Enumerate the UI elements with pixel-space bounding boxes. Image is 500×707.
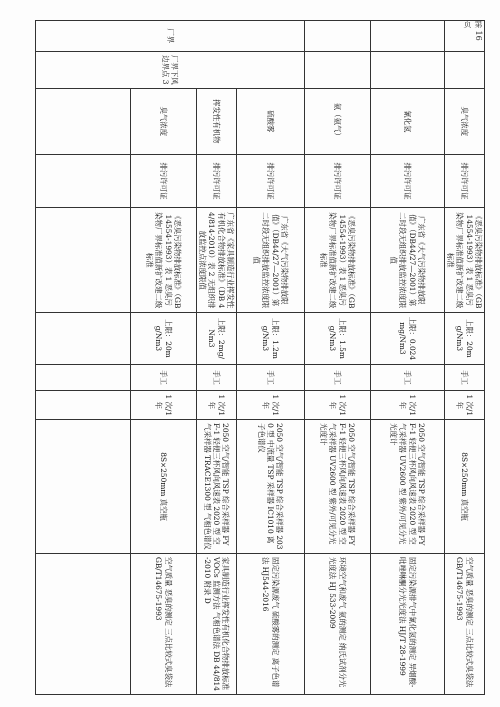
analysis-cell: 空气质量 恶臭的测定 三点比较式臭袋法 GB/T14675-1993 — [131, 553, 197, 694]
table-row — [237, 21, 305, 695]
pollutant-cell: 氨（氨气） — [305, 88, 371, 154]
frequency-cell: 1 次/1 年 — [131, 391, 197, 420]
pollutant-cell: 臭气浓度 — [131, 88, 197, 154]
rotated-table-wrapper — [40, 20, 485, 695]
equipment-cell: 8S×250mm 真空瓶 — [445, 420, 485, 554]
sub-site-cell — [305, 51, 371, 88]
standard-cell: 广东省《家具制造行业挥发性有机化合物排放标准》（DB 44/814-2010）表 2 无组织排放监控点浓度限值 — [197, 208, 237, 313]
limit-cell: 上限：1.2mg/Nm3 — [237, 313, 305, 364]
analysis-cell: 固定污染源废气 硫酸雾的测定 离子色谱法 HJ544-2016 — [237, 553, 305, 694]
standard-cell — [36, 208, 131, 313]
limit-cell: 上限：20mg/Nm3 — [445, 313, 485, 364]
standard-cell: 《恶臭污染物排放标准》（GB 14554-1993）表 1 恶臭污染物厂界标准值新扩改建二级标准 — [131, 208, 197, 313]
sub-site-cell — [445, 51, 485, 88]
permit-cell: 排污许可证 — [197, 154, 237, 208]
pollutant-cell: 挥发性有机物 — [197, 88, 237, 154]
sub-site-cell — [371, 51, 445, 88]
analysis-cell — [36, 553, 131, 694]
method-cell: 手工 — [131, 364, 197, 391]
sub-site-cell: 厂界下风边界点 3 — [36, 51, 305, 88]
permit-cell: 排污许可证 — [131, 154, 197, 208]
table-row — [371, 21, 445, 695]
standard-cell: 《恶臭污染物排放标准》（GB 14554-1993）表 1 恶臭污染物厂界标准值新扩改建二级标准 — [445, 208, 485, 313]
permit-cell: 排污许可证 — [237, 154, 305, 208]
method-cell: 手工 — [445, 364, 485, 391]
permit-cell — [36, 154, 131, 208]
pollutant-cell — [36, 88, 131, 154]
permit-cell: 排污许可证 — [305, 154, 371, 208]
table-row — [305, 21, 371, 695]
method-cell: 手工 — [197, 364, 237, 391]
method-cell: 手工 — [371, 364, 445, 391]
frequency-cell — [36, 391, 131, 420]
analysis-cell: 固定污染源排气中氰化氢的测定 异烟酸-吡唑啉酮分光光度法 HJ/T 28-1999 — [371, 553, 445, 694]
monitoring-table — [35, 20, 485, 695]
pollutant-cell: 氰化氢 — [371, 88, 445, 154]
method-cell — [36, 364, 131, 391]
equipment-cell: 8S×250mm 真空瓶 — [131, 420, 197, 554]
pollutant-cell: 硫酸雾 — [237, 88, 305, 154]
limit-cell: 上限：20mg/Nm3 — [131, 313, 197, 364]
analysis-cell: 空气质量 恶臭的测定 三点比较式臭袋法 GB/T14675-1993 — [445, 553, 485, 694]
frequency-cell: 1 次/1 年 — [237, 391, 305, 420]
standard-cell: 《恶臭污染物排放标准》（GB 14554-1993）表 1 恶臭污染物厂界标准值新扩改建二级标准 — [305, 208, 371, 313]
limit-cell — [36, 313, 131, 364]
pollutant-cell: 臭气浓度 — [445, 88, 485, 154]
limit-cell: 上限：0.024mg/Nm3 — [371, 313, 445, 364]
analysis-cell: 环境空气和废气 氨的测定 纳氏试剂分光光度法 HJ 533-2009 — [305, 553, 371, 694]
permit-cell: 排污许可证 — [445, 154, 485, 208]
standard-cell: 广东省《大气污染物排放限值》（DB44/27—2001）第二时段无组织排放监控浓度限值 — [237, 208, 305, 313]
equipment-cell: 2050 空气/智能 TSP 综合采样器 FYF-1 轻便三杯风向风速表 2020 型 空气采样器 TRACE1300 型 气相色谱仪 — [197, 420, 237, 554]
equipment-cell — [36, 420, 131, 554]
frequency-cell: 1 次/1 年 — [197, 391, 237, 420]
table-row — [131, 21, 197, 695]
frequency-cell: 1 次/1 年 — [371, 391, 445, 420]
equipment-cell: 2050 空气/智能 TSP 综合采样器 FYF-1 轻便三杯风向风速表 2020 型 空气采样器 UV2600 型 紫外/可见分光光度计 — [305, 420, 371, 554]
limit-cell: 上限：2mg/Nm3 — [197, 313, 237, 364]
equipment-cell: 2050 空气/智能 TSP 综合采样器 2030 型 中流量 TSP 采样器 IC1010 离子色谱仪 — [237, 420, 305, 554]
analysis-cell: 家具制造行业挥发性有机化合物排放标准 VOCs 监测方法 气相色谱法 DB 44/814-2010 附录 D — [197, 553, 237, 694]
permit-cell: 排污许可证 — [371, 154, 445, 208]
equipment-cell: 2050 空气/智能 TSP 综合采样器 FYF-1 轻便三杯风向风速表 2020 型 空气采样器 UV2600 型 紫外/可见分光光度计 — [371, 420, 445, 554]
table-row — [445, 21, 485, 695]
site-cell — [371, 21, 445, 52]
table-row — [36, 21, 131, 695]
method-cell: 手工 — [305, 364, 371, 391]
method-cell: 手工 — [237, 364, 305, 391]
table-row — [197, 21, 237, 695]
standard-cell: 广东省《大气污染物排放限值》（DB44/27—2001）第二时段无组织排放监控浓度限值 — [371, 208, 445, 313]
site-cell: 厂界 — [36, 21, 305, 52]
site-cell — [305, 21, 371, 52]
frequency-cell: 1 次/1 年 — [445, 391, 485, 420]
frequency-cell: 1 次/1 年 — [305, 391, 371, 420]
page-number: 第 16 页 — [463, 20, 483, 41]
limit-cell: 上限：1.5mg/Nm3 — [305, 313, 371, 364]
